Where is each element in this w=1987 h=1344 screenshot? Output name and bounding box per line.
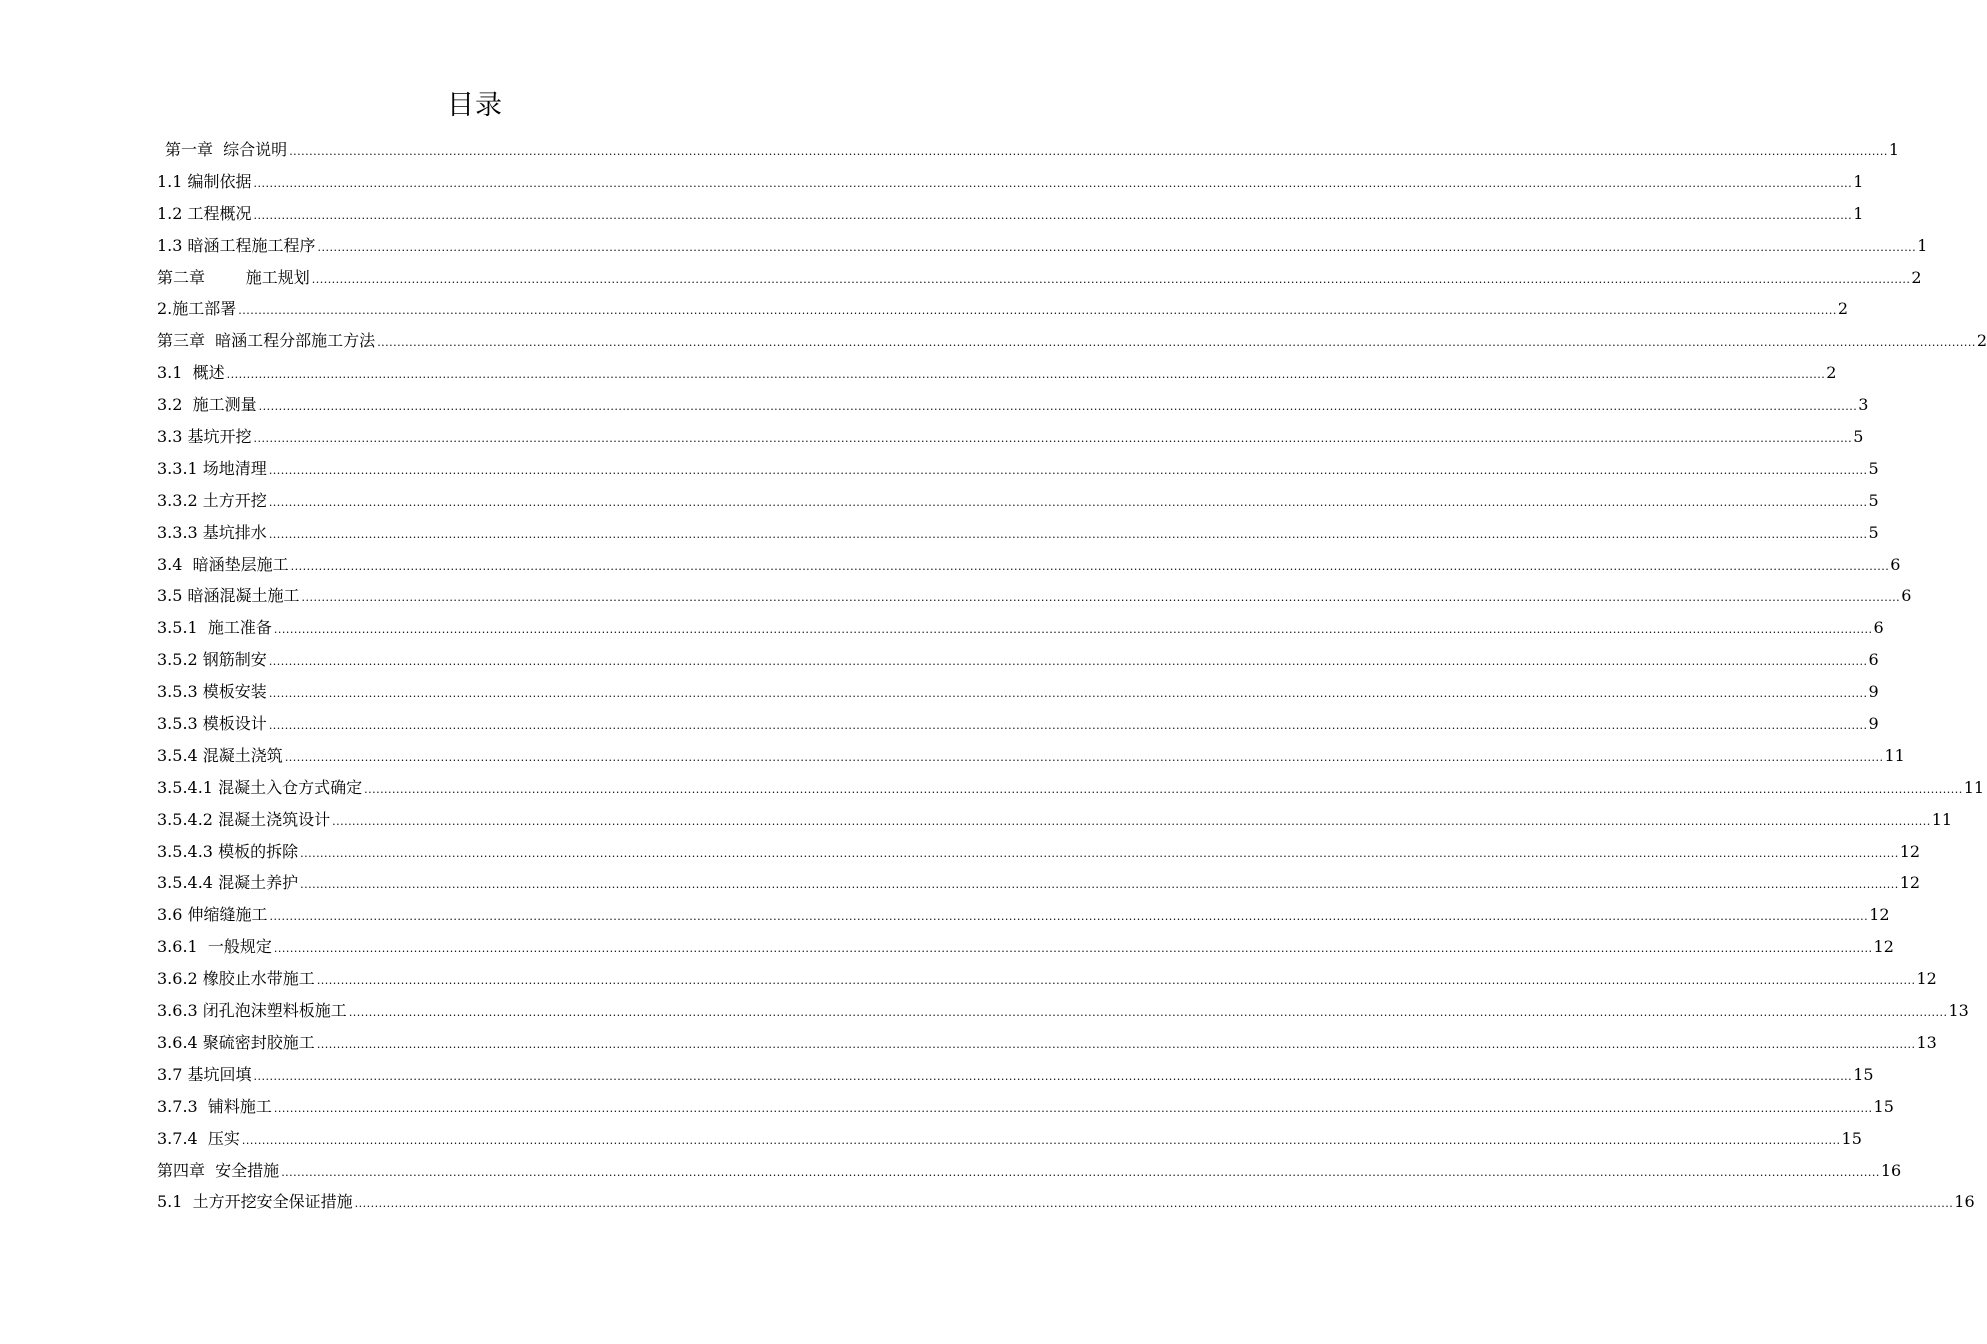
toc-entry-page-number: 12 [1899,841,1921,861]
toc-entry-page-number: 9 [1868,714,1879,734]
toc-entry[interactable] [157,485,1879,517]
toc-entry-page-number: 1 [1888,140,1900,159]
toc-entry[interactable] [157,1091,1894,1123]
toc-entry[interactable] [157,867,1921,899]
toc-entry-label: 3.7.3 铺料施工 [157,1096,272,1116]
toc-entry[interactable] [157,836,1921,868]
toc-dot-leader: ................................................................................................................................................................................................................................................................................................................................................................................................................ [354,1197,1954,1211]
toc-list [157,134,1987,1218]
toc-entry[interactable] [157,740,1905,772]
toc-entry-label: 3.5.1 施工准备 [157,618,272,638]
toc-entry-page-number: 6 [1873,618,1884,638]
toc-entry-page-number: 2 [1911,267,1922,287]
toc-entry-label: 3.6.1 一般规定 [157,937,272,957]
toc-entry-page-number: 12 [1869,905,1890,925]
toc-entry-label: 1.3 暗涵工程施工程序 [157,235,316,255]
toc-entry-page-number: 15 [1841,1128,1862,1148]
toc-entry-page-number: 1 [1917,235,1928,255]
toc-dot-leader: ................................................................................................................................................................................................................................................................................................................................................................................................................ [268,687,1868,701]
toc-entry-label: 第二章 施工规划 [157,267,310,287]
toc-entry-label: 3.4 暗涵垫层施工 [157,554,289,574]
toc-dot-leader: ................................................................................................................................................................................................................................................................................................................................................................................................................ [253,208,1853,222]
toc-entry-page-number: 13 [1916,1032,1937,1052]
toc-entry-page-number: 6 [1901,586,1912,606]
toc-entry[interactable] [157,1059,1874,1091]
toc-entry-page-number: 2 [1837,299,1849,319]
toc-entry-label: 3.1 概述 [157,363,225,383]
toc-entry-page-number: 15 [1853,1064,1874,1084]
toc-entry-page-number: 3 [1858,395,1869,415]
toc-dot-leader: ................................................................................................................................................................................................................................................................................................................................................................................................................ [311,272,1911,286]
toc-entry-label: 3.5.3 模板设计 [157,714,267,734]
toc-entry-page-number: 5 [1868,522,1879,542]
toc-entry-label: 3.3.3 基坑排水 [157,522,267,542]
toc-entry-label: 第三章 暗涵工程分部施工方法 [157,331,376,351]
toc-dot-leader: ................................................................................................................................................................................................................................................................................................................................................................................................................ [253,1069,1853,1083]
toc-entry[interactable] [157,389,1869,421]
toc-dot-leader: ................................................................................................................................................................................................................................................................................................................................................................................................................ [281,1165,1880,1179]
toc-entry-page-number: 1 [1853,171,1864,191]
toc-entry-label: 3.5 暗涵混凝土施工 [157,586,300,606]
toc-dot-leader: ................................................................................................................................................................................................................................................................................................................................................................................................................ [273,1101,1873,1115]
toc-dot-leader: ................................................................................................................................................................................................................................................................................................................................................................................................................ [253,176,1853,190]
toc-entry-page-number: 9 [1868,682,1879,702]
toc-entry-label: 3.5.2 钢筋制安 [157,650,267,670]
toc-entry-label: 3.7 基坑回填 [157,1064,252,1084]
toc-entry-page-number: 12 [1899,873,1921,893]
toc-entry[interactable] [157,804,1953,836]
toc-entry[interactable] [157,421,1864,453]
toc-dot-leader: ................................................................................................................................................................................................................................................................................................................................................................................................................ [238,304,1837,318]
toc-dot-leader: ................................................................................................................................................................................................................................................................................................................................................................................................................ [316,974,1916,988]
toc-entry-label: 3.5.4 混凝土浇筑 [157,745,283,765]
toc-dot-leader: ................................................................................................................................................................................................................................................................................................................................................................................................................ [290,559,1890,573]
toc-dot-leader: ................................................................................................................................................................................................................................................................................................................................................................................................................ [284,750,1884,764]
toc-entry[interactable] [157,198,1864,230]
toc-dot-leader: ................................................................................................................................................................................................................................................................................................................................................................................................................ [273,623,1873,637]
toc-dot-leader: ................................................................................................................................................................................................................................................................................................................................................................................................................ [377,336,1976,350]
toc-dot-leader: ................................................................................................................................................................................................................................................................................................................................................................................................................ [268,495,1868,509]
toc-entry-page-number: 2 [1826,363,1837,383]
toc-dot-leader: ................................................................................................................................................................................................................................................................................................................................................................................................................ [332,814,1931,828]
toc-entry-page-number: 6 [1890,554,1901,574]
toc-dot-leader: ................................................................................................................................................................................................................................................................................................................................................................................................................ [268,655,1868,669]
toc-entry-page-number: 11 [1884,745,1905,765]
toc-entry-label: 2.施工部署 [157,299,237,319]
toc-entry[interactable] [157,453,1879,485]
toc-entry-page-number: 12 [1873,937,1894,957]
toc-entry[interactable] [157,549,1901,581]
toc-entry-label: 3.3 基坑开挖 [157,427,252,447]
toc-entry-label: 3.2 施工测量 [157,395,257,415]
toc-entry[interactable] [157,899,1890,931]
toc-dot-leader: ................................................................................................................................................................................................................................................................................................................................................................................................................ [226,368,1826,382]
toc-dot-leader: ................................................................................................................................................................................................................................................................................................................................................................................................................ [301,591,1901,605]
toc-entry-label: 1.2 工程概况 [157,203,252,223]
toc-entry-page-number: 13 [1948,1001,1969,1021]
toc-entry-page-number: 5 [1868,458,1879,478]
toc-dot-leader: ................................................................................................................................................................................................................................................................................................................................................................................................................ [268,719,1868,733]
toc-entry[interactable] [157,995,1969,1027]
toc-entry-label: 3.6.2 橡胶止水带施工 [157,969,315,989]
toc-entry-label: 3.6.4 聚硫密封胶施工 [157,1032,315,1052]
toc-entry[interactable] [157,1123,1862,1155]
toc-entry-label: 3.5.4.3 模板的拆除 [157,841,299,861]
toc-dot-leader: ................................................................................................................................................................................................................................................................................................................................................................................................................ [348,1006,1948,1020]
toc-entry-page-number: 12 [1916,969,1937,989]
toc-entry[interactable] [157,1186,1975,1218]
toc-dot-leader: ................................................................................................................................................................................................................................................................................................................................................................................................................ [241,1133,1841,1147]
toc-entry[interactable] [157,963,1937,995]
toc-entry-label: 3.6.3 闭孔泡沫塑料板施工 [157,1001,347,1021]
toc-entry-page-number: 5 [1853,427,1864,447]
toc-entry[interactable] [157,931,1894,963]
toc-entry[interactable] [157,1155,1902,1187]
toc-entry-label: 3.7.4 压实 [157,1128,240,1148]
toc-dot-leader: ................................................................................................................................................................................................................................................................................................................................................................................................................ [300,846,1899,860]
toc-entry[interactable] [157,517,1879,549]
toc-dot-leader: ................................................................................................................................................................................................................................................................................................................................................................................................................ [273,942,1873,956]
toc-entry-page-number: 2 [1976,331,1987,351]
toc-dot-leader: ................................................................................................................................................................................................................................................................................................................................................................................................................ [289,145,1888,158]
toc-entry[interactable] [157,708,1879,740]
toc-entry-page-number: 15 [1873,1096,1894,1116]
toc-entry[interactable] [157,612,1884,644]
toc-entry[interactable] [157,230,1928,262]
toc-dot-leader: ................................................................................................................................................................................................................................................................................................................................................................................................................ [253,432,1853,446]
toc-entry-label: 1.1 编制依据 [157,171,252,191]
toc-entry-page-number: 11 [1963,777,1985,797]
toc-entry[interactable] [157,1027,1937,1059]
toc-entry-label: 第四章 安全措施 [157,1160,280,1180]
toc-entry-label: 3.5.3 模板安装 [157,682,267,702]
toc-entry-label: 3.6 伸缩缝施工 [157,905,268,925]
toc-entry[interactable] [157,293,1849,325]
toc-entry-label: 3.3.1 场地清理 [157,458,267,478]
toc-dot-leader: ................................................................................................................................................................................................................................................................................................................................................................................................................ [316,1037,1916,1051]
toc-dot-leader: ................................................................................................................................................................................................................................................................................................................................................................................................................ [258,400,1858,414]
toc-entry-page-number: 6 [1868,650,1879,670]
toc-entry[interactable] [157,772,1985,804]
toc-entry[interactable] [157,644,1879,676]
toc-entry-label: 第一章 综合说明 [165,140,288,159]
toc-dot-leader: ................................................................................................................................................................................................................................................................................................................................................................................................................ [317,240,1917,254]
toc-entry-page-number: 5 [1868,490,1879,510]
toc-entry[interactable] [157,580,1912,612]
toc-entry-label: 3.5.4.2 混凝土浇筑设计 [157,809,331,829]
toc-entry-page-number: 11 [1931,809,1953,829]
toc-entry-page-number: 1 [1853,203,1864,223]
toc-entry[interactable] [157,357,1837,389]
toc-entry[interactable] [157,325,1987,357]
toc-entry-label: 3.5.4.4 混凝土养护 [157,873,299,893]
toc-dot-leader: ................................................................................................................................................................................................................................................................................................................................................................................................................ [269,910,1869,924]
toc-entry-label: 3.5.4.1 混凝土入仓方式确定 [157,777,363,797]
toc-entry-label: 3.3.2 土方开挖 [157,490,267,510]
toc-entry[interactable] [157,676,1879,708]
toc-entry-page-number: 16 [1880,1160,1902,1180]
toc-entry[interactable] [157,134,1900,166]
toc-dot-leader: ................................................................................................................................................................................................................................................................................................................................................................................................................ [300,878,1899,892]
toc-entry-label: 5.1 土方开挖安全保证措施 [157,1192,353,1212]
toc-dot-leader: ................................................................................................................................................................................................................................................................................................................................................................................................................ [268,527,1868,541]
toc-title: 目录 [447,90,503,121]
toc-entry[interactable] [157,166,1864,198]
toc-entry-page-number: 16 [1954,1192,1975,1212]
toc-dot-leader: ................................................................................................................................................................................................................................................................................................................................................................................................................ [268,463,1868,477]
toc-entry[interactable] [157,262,1922,294]
toc-dot-leader: ................................................................................................................................................................................................................................................................................................................................................................................................................ [364,782,1963,796]
